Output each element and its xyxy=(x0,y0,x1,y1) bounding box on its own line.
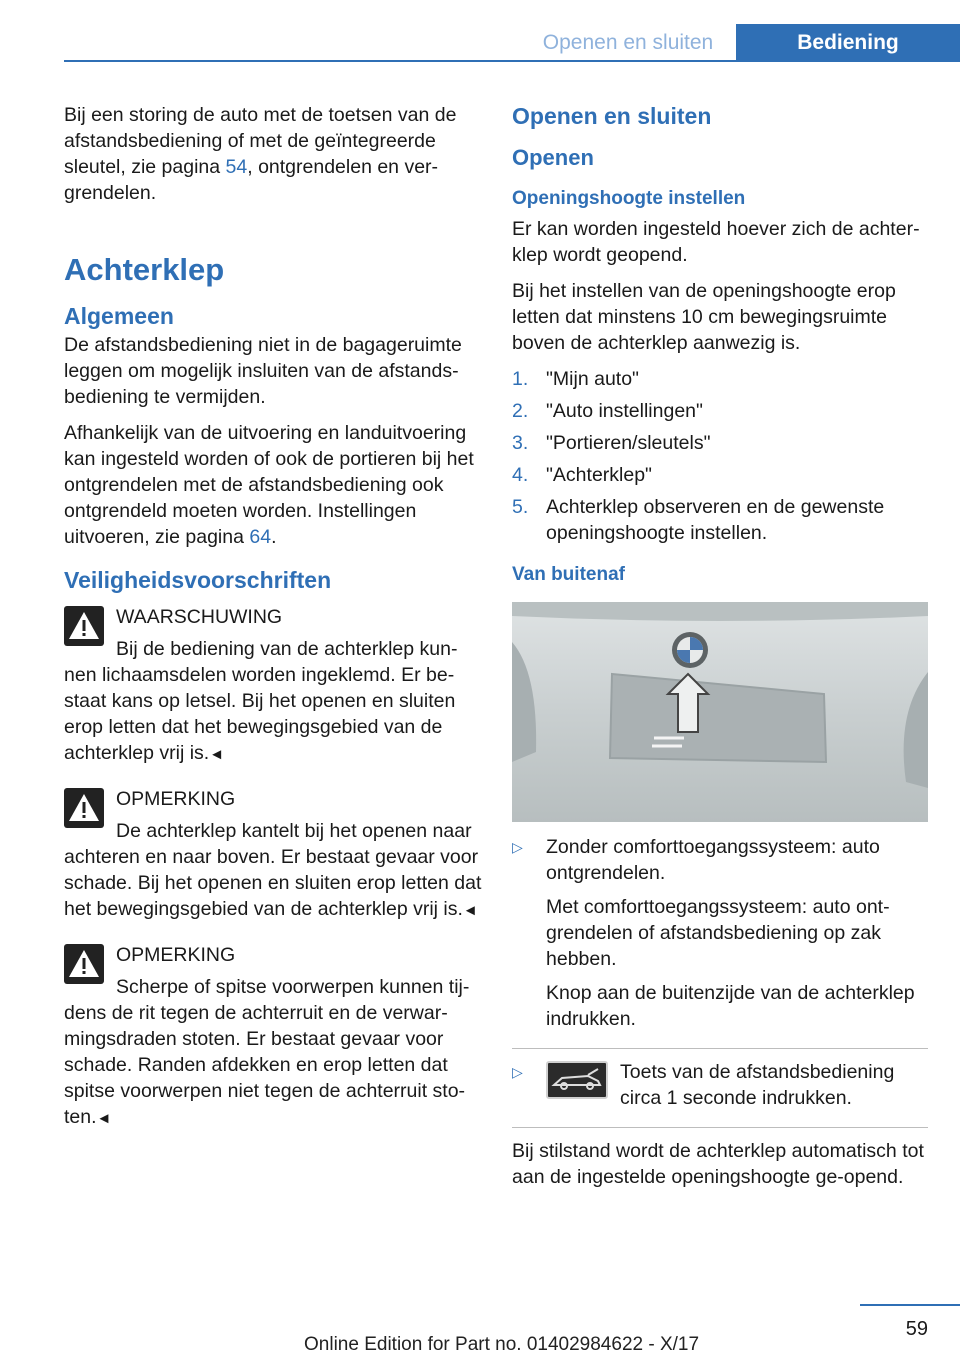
heading-from-outside: Van buitenaf xyxy=(512,564,625,585)
notice-title: OPMERKING xyxy=(116,944,236,966)
heading-opening-height: Openingshoogte instellen xyxy=(512,188,746,209)
general-paragraph-1: De afstandsbediening niet in de bagageruimte leggen om mogelijk insluiten van de afstands-bediening te vermijden. xyxy=(64,334,462,408)
page-link-54[interactable]: 54 xyxy=(225,156,248,178)
heading-open-close: Openen en sluiten xyxy=(512,103,712,129)
warning-note xyxy=(64,604,482,768)
tailgate-photo xyxy=(512,602,928,822)
footer-rule xyxy=(860,1304,960,1306)
triangle-bullet-icon: ▷ xyxy=(512,839,523,855)
height-paragraph-2: Bij het instellen van de openingshoogte erop letten dat minstens 10 cm bewegingsruimte boven de achterklep aanwezig is. xyxy=(512,280,896,354)
header-section: Openen en sluiten xyxy=(542,31,714,54)
edition-text: Online Edition for Part no. 01402984622 - X/17 xyxy=(304,1334,700,1355)
list-item xyxy=(512,834,928,1049)
notice-note xyxy=(64,942,482,1132)
notice-body: Scherpe of spitse voorwerpen kunnen tij-dens de rit tegen de achterruit en de verwar-mingsdraden stoten. Er bestaat gevaar voor schade. Randen afdekken en erop letten dat spitse voorwerpen niet tegen de achterruit sto-ten.◄ xyxy=(64,976,470,1128)
list-item xyxy=(512,1059,928,1128)
list-item: 4. "Achterklep" xyxy=(512,464,652,486)
list-item: 1. "Mijn auto" xyxy=(512,368,639,390)
notice-body: De achterklep kantelt bij het openen naar achteren en naar boven. Er bestaat gevaar voor schade. Bij het openen en sluiten erop letten dat het bewegingsgebied van de achterklep vrij is.◄ xyxy=(64,820,482,920)
notice-title: OPMERKING xyxy=(116,788,236,810)
height-paragraph-1: Er kan worden ingesteld hoever zich de achter-klep wordt geopend. xyxy=(512,218,920,266)
left-column xyxy=(64,102,482,1150)
car-trunk-button-icon xyxy=(546,1061,608,1099)
bullet1-line-3: Knop aan de buitenzijde van de achterklep indrukken. xyxy=(546,982,915,1030)
bullet1-line-2: Met comforttoegangssysteem: auto ont-grendelen of afstandsbediening op zak hebben. xyxy=(546,896,890,970)
page-link-64[interactable]: 64 xyxy=(249,526,272,548)
end-mark: ◄ xyxy=(462,902,478,919)
warning-triangle-icon xyxy=(64,788,104,828)
end-mark: ◄ xyxy=(209,746,225,763)
warning-title: WAARSCHUWING xyxy=(116,606,283,628)
general-paragraph-2: Afhankelijk van de uitvoering en landuitvoering kan ingesteld worden of ook de portieren bij het ontgrendelen met de afstandsbediening ook ontgrendeld moeten worden. Instellingen uitvoeren, zie pagina 64. xyxy=(64,422,474,548)
header-chapter: Bediening xyxy=(736,24,960,62)
list-item: 2. "Auto instellingen" xyxy=(512,400,703,422)
warning-triangle-icon xyxy=(64,606,104,646)
list-item: 3. "Portieren/sleutels" xyxy=(512,432,711,454)
bullet2-text: Toets van de afstandsbediening circa 1 seconde indrukken. xyxy=(620,1061,895,1109)
intro-paragraph: Bij een storing de auto met de toetsen van de afstandsbediening of met de geïntegreerde sleutel, zie pagina 54, ontgrendelen en ver-grendelen. xyxy=(64,104,457,204)
end-mark: ◄ xyxy=(96,1110,112,1127)
header-rule xyxy=(64,60,960,62)
list-item: 5. Achterklep observeren en de gewenste openingshoogte instellen. xyxy=(512,496,885,544)
warning-body: Bij de bediening van de achterklep kun-nen lichaamsdelen worden ingeklemd. Er be-staat kans op letsel. Bij het openen en sluiten erop letten dat het bewegingsgebied van de achterklep vrij is.◄ xyxy=(64,638,458,764)
right-column xyxy=(512,102,928,1200)
heading-open: Openen xyxy=(512,145,594,170)
notice-note xyxy=(64,786,482,924)
page-number: 59 xyxy=(905,1318,928,1340)
heading-safety: Veiligheidsvoorschriften xyxy=(64,567,332,593)
heading-general: Algemeen xyxy=(64,303,174,329)
steps-list xyxy=(512,366,928,546)
warning-triangle-icon xyxy=(64,944,104,984)
title-achterklep: Achterklep xyxy=(64,252,225,287)
bullet1-line-1: Zonder comforttoegangssysteem: auto ontgrendelen. xyxy=(546,836,880,884)
triangle-bullet-icon: ▷ xyxy=(512,1064,523,1080)
closing-paragraph: Bij stilstand wordt de achterklep automatisch tot aan de ingestelde openingshoogte ge-opend. xyxy=(512,1140,924,1188)
